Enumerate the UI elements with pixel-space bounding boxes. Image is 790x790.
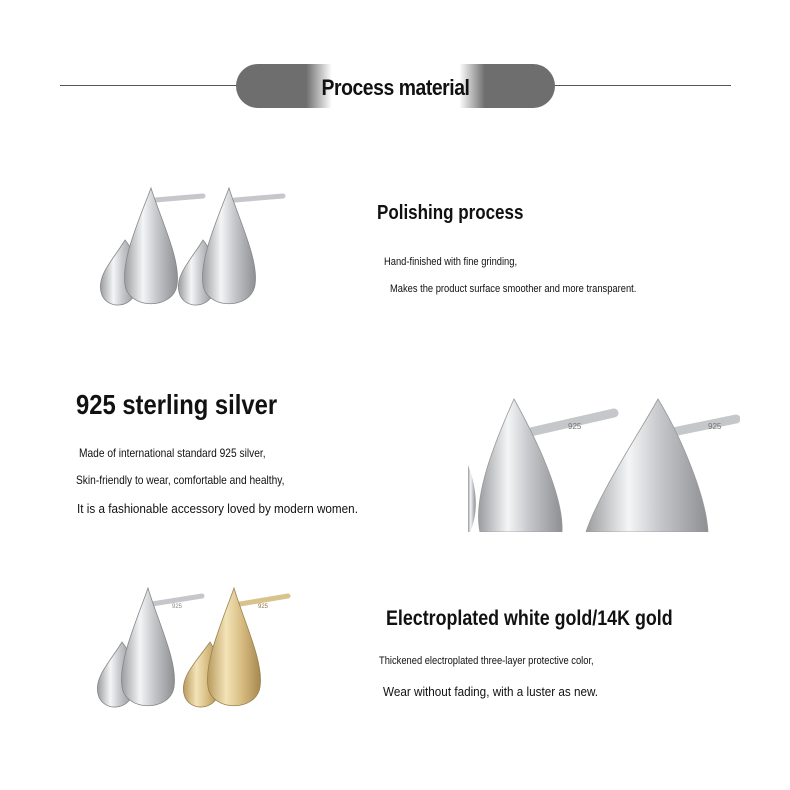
- svg-text:925: 925: [172, 604, 183, 610]
- svg-text:925: 925: [258, 604, 269, 610]
- header-rule-left: [60, 85, 238, 86]
- polished-earrings-image: [95, 180, 295, 315]
- section-title-silver: 925 sterling silver: [76, 389, 278, 420]
- svg-text:925: 925: [568, 422, 582, 431]
- silver-earrings-closeup-image: [468, 395, 740, 532]
- svg-text:925: 925: [708, 422, 722, 431]
- white-gold-and-gold-earrings-image: [92, 582, 297, 717]
- section-line: Hand-finished with fine grinding,: [384, 256, 518, 268]
- section-line: Skin-friendly to wear, comfortable and healthy,: [76, 473, 285, 487]
- section-title-electroplated: Electroplated white gold/14K gold: [386, 607, 673, 630]
- page-title: Process material: [321, 75, 470, 100]
- header-rule-right: [553, 85, 731, 86]
- section-line: It is a fashionable accessory loved by modern women.: [77, 501, 358, 516]
- section-line: Wear without fading, with a luster as new.: [383, 684, 599, 699]
- section-line: Thickened electroplated three-layer protective color,: [379, 655, 594, 667]
- section-line: Makes the product surface smoother and more transparent.: [390, 283, 637, 295]
- section-line: Made of international standard 925 silver,: [79, 446, 266, 460]
- section-title-polishing: Polishing process: [377, 202, 524, 224]
